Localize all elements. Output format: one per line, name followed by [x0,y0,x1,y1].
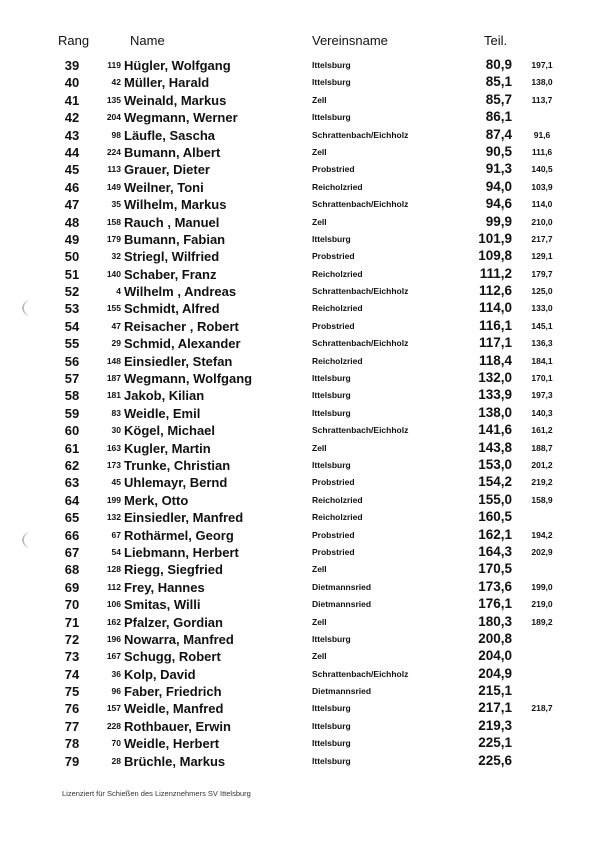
table-row [0,666,600,683]
teiler-value-cell: 204,9 [478,665,512,681]
shooter-name-cell: Wegmann, Werner [124,110,238,126]
club-name-cell: Ittelsburg [312,633,351,644]
teiler-value-cell: 173,6 [478,578,512,594]
start-number-cell: 32 [111,251,121,262]
teiler-value-cell: 138,0 [478,404,512,420]
teiler-value-cell: 94,6 [485,196,512,212]
teiler-value-cell: 117,1 [478,335,512,351]
header-name: Name [130,33,165,48]
teiler-value-cell: 219,3 [478,717,512,733]
club-name-cell: Schrattenbach/Eichholz [312,425,409,436]
club-name-cell: Reicholzried [312,494,363,505]
shooter-name-cell: Riegg, Siegfried [124,562,223,578]
club-name-cell: Ittelsburg [312,755,351,766]
secondary-value-cell: 111,6 [531,146,553,157]
secondary-value-cell: 133,0 [531,303,553,314]
start-number-cell: 4 [116,286,121,297]
start-number-cell: 35 [111,199,121,210]
start-number-cell: 106 [106,599,121,610]
table-header [0,33,600,51]
rank-cell: 50 [64,249,80,265]
rank-cell: 61 [64,440,80,456]
secondary-value-cell: 91,6 [533,129,551,140]
start-number-cell: 28 [111,755,121,766]
teiler-value-cell: 155,0 [478,491,512,507]
start-number-cell: 47 [111,320,121,331]
rank-cell: 52 [64,284,80,300]
rank-cell: 45 [64,162,80,178]
start-number-cell: 148 [106,355,121,366]
shooter-name-cell: Nowarra, Manfred [124,631,234,647]
shooter-name-cell: Brüchle, Markus [124,753,226,769]
shooter-name-cell: Bumann, Fabian [124,231,226,247]
start-number-cell: 179 [106,233,121,244]
secondary-value-cell: 140,5 [531,164,553,175]
start-number-cell: 204 [106,112,121,123]
teiler-value-cell: 87,4 [485,126,512,142]
start-number-cell: 162 [106,616,121,627]
teiler-value-cell: 85,1 [485,74,512,90]
table-row [0,718,600,735]
rank-cell: 58 [64,388,80,404]
shooter-name-cell: Bumann, Albert [124,144,221,160]
teiler-value-cell: 225,6 [478,752,512,768]
rank-cell: 47 [64,197,80,213]
secondary-value-cell: 138,0 [531,77,553,88]
rank-cell: 68 [64,562,80,578]
club-name-cell: Ittelsburg [312,720,351,731]
secondary-value-cell: 114,0 [531,199,553,210]
secondary-value-cell: 219,0 [531,599,553,610]
start-number-cell: 42 [111,77,121,88]
secondary-value-cell: 170,1 [531,373,553,384]
secondary-value-cell: 217,7 [531,233,553,244]
teiler-value-cell: 91,3 [485,161,512,177]
shooter-name-cell: Einsiedler, Stefan [124,353,233,369]
secondary-value-cell: 199,0 [531,581,553,592]
teiler-value-cell: 141,6 [478,422,512,438]
club-name-cell: Dietmannsried [312,686,372,697]
club-name-cell: Ittelsburg [312,373,351,384]
teiler-value-cell: 86,1 [485,109,512,125]
table-row [0,74,600,91]
rank-cell: 59 [64,405,80,421]
table-row [0,457,600,474]
shooter-name-cell: Trunke, Christian [124,457,231,473]
secondary-value-cell: 161,2 [531,425,553,436]
teiler-value-cell: 118,4 [478,352,512,368]
start-number-cell: 158 [106,216,121,227]
teiler-value-cell: 176,1 [478,596,512,612]
teiler-value-cell: 101,9 [478,230,512,246]
shooter-name-cell: Schmidt, Alfred [124,301,220,317]
table-row [0,370,600,387]
secondary-value-cell: 129,1 [531,251,553,262]
club-name-cell: Zell [312,651,327,662]
table-row [0,579,600,596]
table-row [0,353,600,370]
shooter-name-cell: Reisacher , Robert [124,318,239,334]
club-name-cell: Reicholzried [312,181,363,192]
club-name-cell: Zell [312,616,327,627]
rank-cell: 56 [64,353,80,369]
club-name-cell: Zell [312,564,327,575]
rank-cell: 64 [64,492,80,508]
header-rang: Rang [58,33,90,48]
club-name-cell: Schrattenbach/Eichholz [312,286,409,297]
start-number-cell: 128 [106,564,121,575]
secondary-value-cell: 140,3 [531,407,553,418]
start-number-cell: 70 [111,738,121,749]
teiler-value-cell: 99,9 [485,213,512,229]
teiler-value-cell: 111,2 [479,265,512,281]
rank-cell: 54 [64,318,80,334]
shooter-name-cell: Rauch , Manuel [124,214,220,230]
table-row [0,196,600,213]
start-number-cell: 36 [111,668,121,679]
table-row [0,440,600,457]
shooter-name-cell: Einsiedler, Manfred [124,510,244,526]
table-row [0,700,600,717]
secondary-value-cell: 202,9 [531,546,553,557]
table-row [0,109,600,126]
start-number-cell: 155 [106,303,121,314]
start-number-cell: 163 [106,442,121,453]
secondary-value-cell: 145,1 [531,320,553,331]
secondary-value-cell: 210,0 [531,216,553,227]
club-name-cell: Probstried [312,164,355,175]
table-row [0,161,600,178]
secondary-value-cell: 158,9 [531,494,553,505]
start-number-cell: 157 [106,703,121,714]
teiler-value-cell: 143,8 [478,439,512,455]
shooter-name-cell: Kolp, David [124,666,196,682]
rank-cell: 79 [64,753,80,769]
secondary-value-cell: 125,0 [531,286,553,297]
start-number-cell: 98 [111,129,121,140]
shooter-name-cell: Liebmann, Herbert [124,544,239,560]
header-teil: Teil. [484,33,508,48]
club-name-cell: Reicholzried [312,355,363,366]
rank-cell: 75 [64,684,80,700]
table-row [0,179,600,196]
club-name-cell: Reicholzried [312,512,363,523]
club-name-cell: Ittelsburg [312,390,351,401]
shooter-name-cell: Weilner, Toni [124,179,204,195]
table-row [0,544,600,561]
table-row [0,300,600,317]
club-name-cell: Ittelsburg [312,233,351,244]
secondary-value-cell: 197,3 [531,390,553,401]
teiler-value-cell: 109,8 [478,248,512,264]
rank-cell: 40 [64,75,80,91]
teiler-value-cell: 162,1 [478,526,512,542]
table-row [0,335,600,352]
rank-cell: 78 [64,736,80,752]
start-number-cell: 132 [106,512,121,523]
table-row [0,648,600,665]
club-name-cell: Probstried [312,546,355,557]
shooter-name-cell: Schaber, Franz [124,266,217,282]
rank-cell: 44 [64,144,80,160]
table-row [0,492,600,509]
start-number-cell: 29 [111,338,121,349]
secondary-value-cell: 188,7 [531,442,553,453]
rank-cell: 51 [64,266,80,282]
start-number-cell: 149 [106,181,121,192]
shooter-name-cell: Müller, Harald [124,75,210,91]
shooter-name-cell: Schugg, Robert [124,649,221,665]
teiler-value-cell: 200,8 [478,630,512,646]
club-name-cell: Schrattenbach/Eichholz [312,668,409,679]
shooter-name-cell: Wilhelm, Markus [124,197,227,213]
secondary-value-cell: 201,2 [531,459,553,470]
start-number-cell: 173 [106,459,121,470]
club-name-cell: Probstried [312,529,355,540]
teiler-value-cell: 132,0 [478,370,512,386]
club-name-cell: Reicholzried [312,303,363,314]
start-number-cell: 181 [106,390,121,401]
teiler-value-cell: 85,7 [485,91,512,107]
rank-cell: 74 [64,666,80,682]
teiler-value-cell: 153,0 [478,456,512,472]
rank-cell: 62 [64,457,80,473]
club-name-cell: Zell [312,442,327,453]
rank-cell: 63 [64,475,80,491]
club-name-cell: Reicholzried [312,268,363,279]
rank-cell: 66 [64,527,80,543]
shooter-name-cell: Uhlemayr, Bernd [124,475,228,491]
shooter-name-cell: Grauer, Dieter [124,162,210,178]
shooter-name-cell: Merk, Otto [124,492,189,508]
club-name-cell: Ittelsburg [312,738,351,749]
start-number-cell: 228 [106,720,121,731]
club-name-cell: Ittelsburg [312,407,351,418]
rank-cell: 55 [64,336,80,352]
shooter-name-cell: Frey, Hannes [124,579,205,595]
secondary-value-cell: 113,7 [531,94,553,105]
shooter-name-cell: Schmid, Alexander [124,336,241,352]
table-row [0,144,600,161]
start-number-cell: 167 [106,651,121,662]
start-number-cell: 224 [106,146,121,157]
rank-cell: 70 [64,597,80,613]
table-row [0,509,600,526]
rank-cell: 77 [64,718,80,734]
table-row [0,231,600,248]
shooter-name-cell: Jakob, Kilian [124,388,205,404]
start-number-cell: 96 [111,686,121,697]
shooter-name-cell: Faber, Friedrich [124,684,222,700]
table-row [0,248,600,265]
table-row [0,214,600,231]
table-row [0,561,600,578]
shooter-name-cell: Rothärmel, Georg [124,527,234,543]
table-row [0,631,600,648]
club-name-cell: Zell [312,146,327,157]
start-number-cell: 199 [106,494,121,505]
teiler-value-cell: 90,5 [485,143,512,159]
secondary-value-cell: 197,1 [531,60,553,70]
table-row [0,387,600,404]
shooter-name-cell: Läufle, Sascha [124,127,216,143]
table-row [0,318,600,335]
table-row [0,683,600,700]
start-number-cell: 67 [111,529,121,540]
rank-cell: 67 [64,544,80,560]
table-row [0,596,600,613]
table-row [0,92,600,109]
start-number-cell: 119 [107,60,121,70]
shooter-name-cell: Kögel, Michael [124,423,216,439]
rank-cell: 72 [64,631,80,647]
secondary-value-cell: 136,3 [531,338,553,349]
rank-cell: 48 [64,214,80,230]
rank-cell: 46 [64,179,80,195]
table-row [0,474,600,491]
start-number-cell: 83 [111,407,121,418]
teiler-value-cell: 116,1 [478,317,512,333]
header-vereinsname: Vereinsname [312,33,388,48]
teiler-value-cell: 133,9 [478,387,512,403]
teiler-value-cell: 114,0 [478,300,512,316]
teiler-value-cell: 160,5 [478,509,512,525]
start-number-cell: 135 [106,94,121,105]
teiler-value-cell: 225,1 [478,735,512,751]
shooter-name-cell: Pfalzer, Gordian [124,614,223,630]
secondary-value-cell: 179,7 [531,268,553,279]
teiler-value-cell: 154,2 [478,474,512,490]
rank-cell: 53 [64,301,80,317]
teiler-value-cell: 112,6 [478,283,512,299]
teiler-value-cell: 215,1 [478,683,512,699]
shooter-name-cell: Smitas, Willi [124,597,201,613]
table-row [0,57,600,74]
secondary-value-cell: 189,2 [531,616,553,627]
rank-cell: 43 [64,127,80,143]
club-name-cell: Zell [312,94,327,105]
club-name-cell: Ittelsburg [312,60,351,70]
club-name-cell: Ittelsburg [312,112,351,123]
table-row [0,266,600,283]
shooter-name-cell: Wilhelm , Andreas [124,284,237,300]
table-row [0,753,600,770]
teiler-value-cell: 94,0 [485,178,512,194]
club-name-cell: Ittelsburg [312,459,351,470]
secondary-value-cell: 194,2 [531,529,553,540]
shooter-name-cell: Hügler, Wolfgang [124,58,231,73]
start-number-cell: 140 [106,268,121,279]
club-name-cell: Ittelsburg [312,703,351,714]
secondary-value-cell: 184,1 [531,355,553,366]
start-number-cell: 187 [106,373,121,384]
start-number-cell: 196 [106,633,121,644]
secondary-value-cell: 219,2 [531,477,553,488]
rank-cell: 60 [64,423,80,439]
license-footer: Lizenziert für Schießen des Lizenznehmers SV Ittelsburg [62,789,251,798]
table-row [0,283,600,300]
rank-cell: 69 [64,579,80,595]
start-number-cell: 113 [107,164,121,175]
rank-cell: 65 [64,510,80,526]
club-name-cell: Dietmannsried [312,599,372,610]
table-row [0,127,600,144]
club-name-cell: Dietmannsried [312,581,372,592]
rank-cell: 71 [64,614,80,630]
teiler-value-cell: 164,3 [478,543,512,559]
teiler-value-cell: 217,1 [478,700,512,716]
rank-cell: 49 [64,231,80,247]
shooter-name-cell: Weidle, Manfred [124,701,224,717]
start-number-cell: 54 [111,546,121,557]
table-row [0,405,600,422]
teiler-value-cell: 204,0 [478,648,512,664]
club-name-cell: Schrattenbach/Eichholz [312,338,409,349]
club-name-cell: Schrattenbach/Eichholz [312,129,409,140]
shooter-name-cell: Kugler, Martin [124,440,211,456]
table-row [0,614,600,631]
club-name-cell: Probstried [312,251,355,262]
rank-cell: 73 [64,649,80,665]
table-row [0,735,600,752]
rank-cell: 57 [64,371,80,387]
results-table [0,57,600,770]
table-row [0,527,600,544]
teiler-value-cell: 170,5 [478,561,512,577]
start-number-cell: 112 [107,581,121,592]
start-number-cell: 45 [111,477,121,488]
club-name-cell: Probstried [312,477,355,488]
secondary-value-cell: 103,9 [531,181,553,192]
club-name-cell: Schrattenbach/Eichholz [312,199,409,210]
shooter-name-cell: Weinald, Markus [124,92,227,108]
rank-cell: 76 [64,701,80,717]
club-name-cell: Ittelsburg [312,77,351,88]
club-name-cell: Probstried [312,320,355,331]
shooter-name-cell: Striegl, Wilfried [124,249,220,265]
shooter-name-cell: Weidle, Emil [124,405,201,421]
rank-cell: 39 [64,58,80,73]
shooter-name-cell: Rothbauer, Erwin [124,718,231,734]
table-row [0,422,600,439]
secondary-value-cell: 218,7 [531,703,553,714]
shooter-name-cell: Wegmann, Wolfgang [124,371,253,387]
teiler-value-cell: 80,9 [485,57,512,72]
start-number-cell: 30 [111,425,121,436]
shooter-name-cell: Weidle, Herbert [124,736,220,752]
rank-cell: 42 [64,110,80,126]
rank-cell: 41 [64,92,80,108]
club-name-cell: Zell [312,216,327,227]
teiler-value-cell: 180,3 [478,613,512,629]
